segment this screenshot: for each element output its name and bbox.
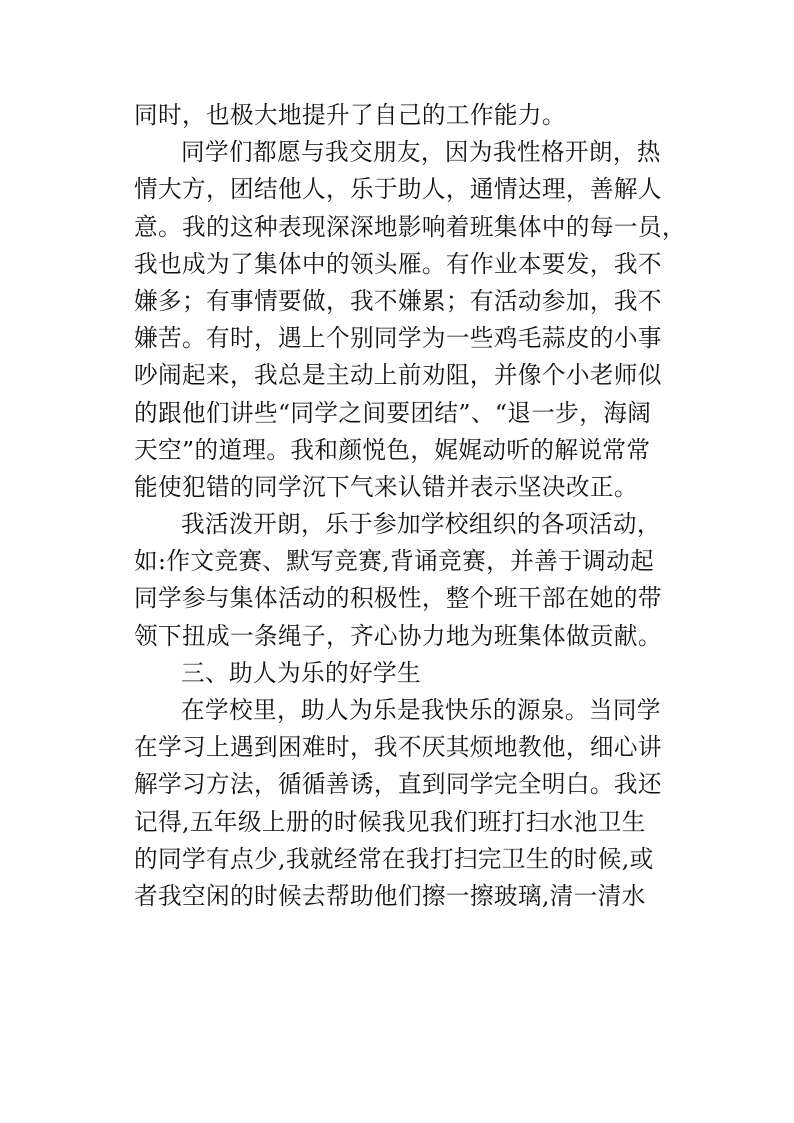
text-line: 情大方，团结他人，乐于助人，通情达理，善解人 (134, 175, 662, 204)
text-line: 者我空闲的时候去帮助他们擦一擦玻璃,清一清水 (134, 881, 646, 910)
text-line: 我也成为了集体中的领头雁。有作业本要发，我不 (134, 249, 662, 278)
text-line: 意。我的这种表现深深地影响着班集体中的每一员， (134, 212, 686, 241)
text-line: 天空”的道理。我和颜悦色，娓娓动听的解说常常 (134, 435, 651, 464)
text-line: 解学习方法，循循善诱，直到同学完全明白。我还 (134, 770, 662, 799)
body-text (134, 97, 686, 915)
paragraph-first-line: 我活泼开朗，乐于参加学校组织的各项活动， (181, 510, 661, 539)
paragraph-first-line: 在学校里，助人为乐是我快乐的源泉。当同学 (181, 696, 661, 724)
text-line: 嫌苦。有时，遇上个别同学为一些鸡毛蒜皮的小事 (134, 324, 662, 353)
text-line: 的同学有点少,我就经常在我打扫完卫生的时候,或 (134, 844, 654, 873)
text-line: 领下扭成一条绳子，齐心协力地为班集体做贡献。 (134, 621, 662, 650)
text-line: 同时，也极大地提升了自己的工作能力。 (134, 101, 566, 129)
text-line: 的跟他们讲些“同学之间要团结”、“退一步，海阔 (134, 398, 652, 427)
text-line: 同学参与集体活动的积极性，整个班干部在她的带 (134, 584, 662, 613)
text-line: 吵闹起来，我总是主动上前劝阻，并像个小老师似 (134, 361, 662, 390)
text-line: 在学习上遇到困难时，我不厌其烦地教他，细心讲 (134, 733, 662, 762)
text-line: 记得,五年级上册的时候我见我们班打扫水池卫生 (134, 807, 646, 836)
text-line: 能使犯错的同学沉下气来认错并表示坚决改正。 (134, 472, 638, 501)
text-line: 嫌多；有事情要做，我不嫌累；有活动参加，我不 (134, 286, 662, 315)
text-line: 如:作文竞赛、默写竞赛,背诵竞赛，并善于调动起 (134, 547, 655, 576)
paragraph-first-line: 三、助人为乐的好学生 (181, 658, 421, 687)
paragraph-first-line: 同学们都愿与我交朋友，因为我性格开朗，热 (181, 138, 661, 167)
